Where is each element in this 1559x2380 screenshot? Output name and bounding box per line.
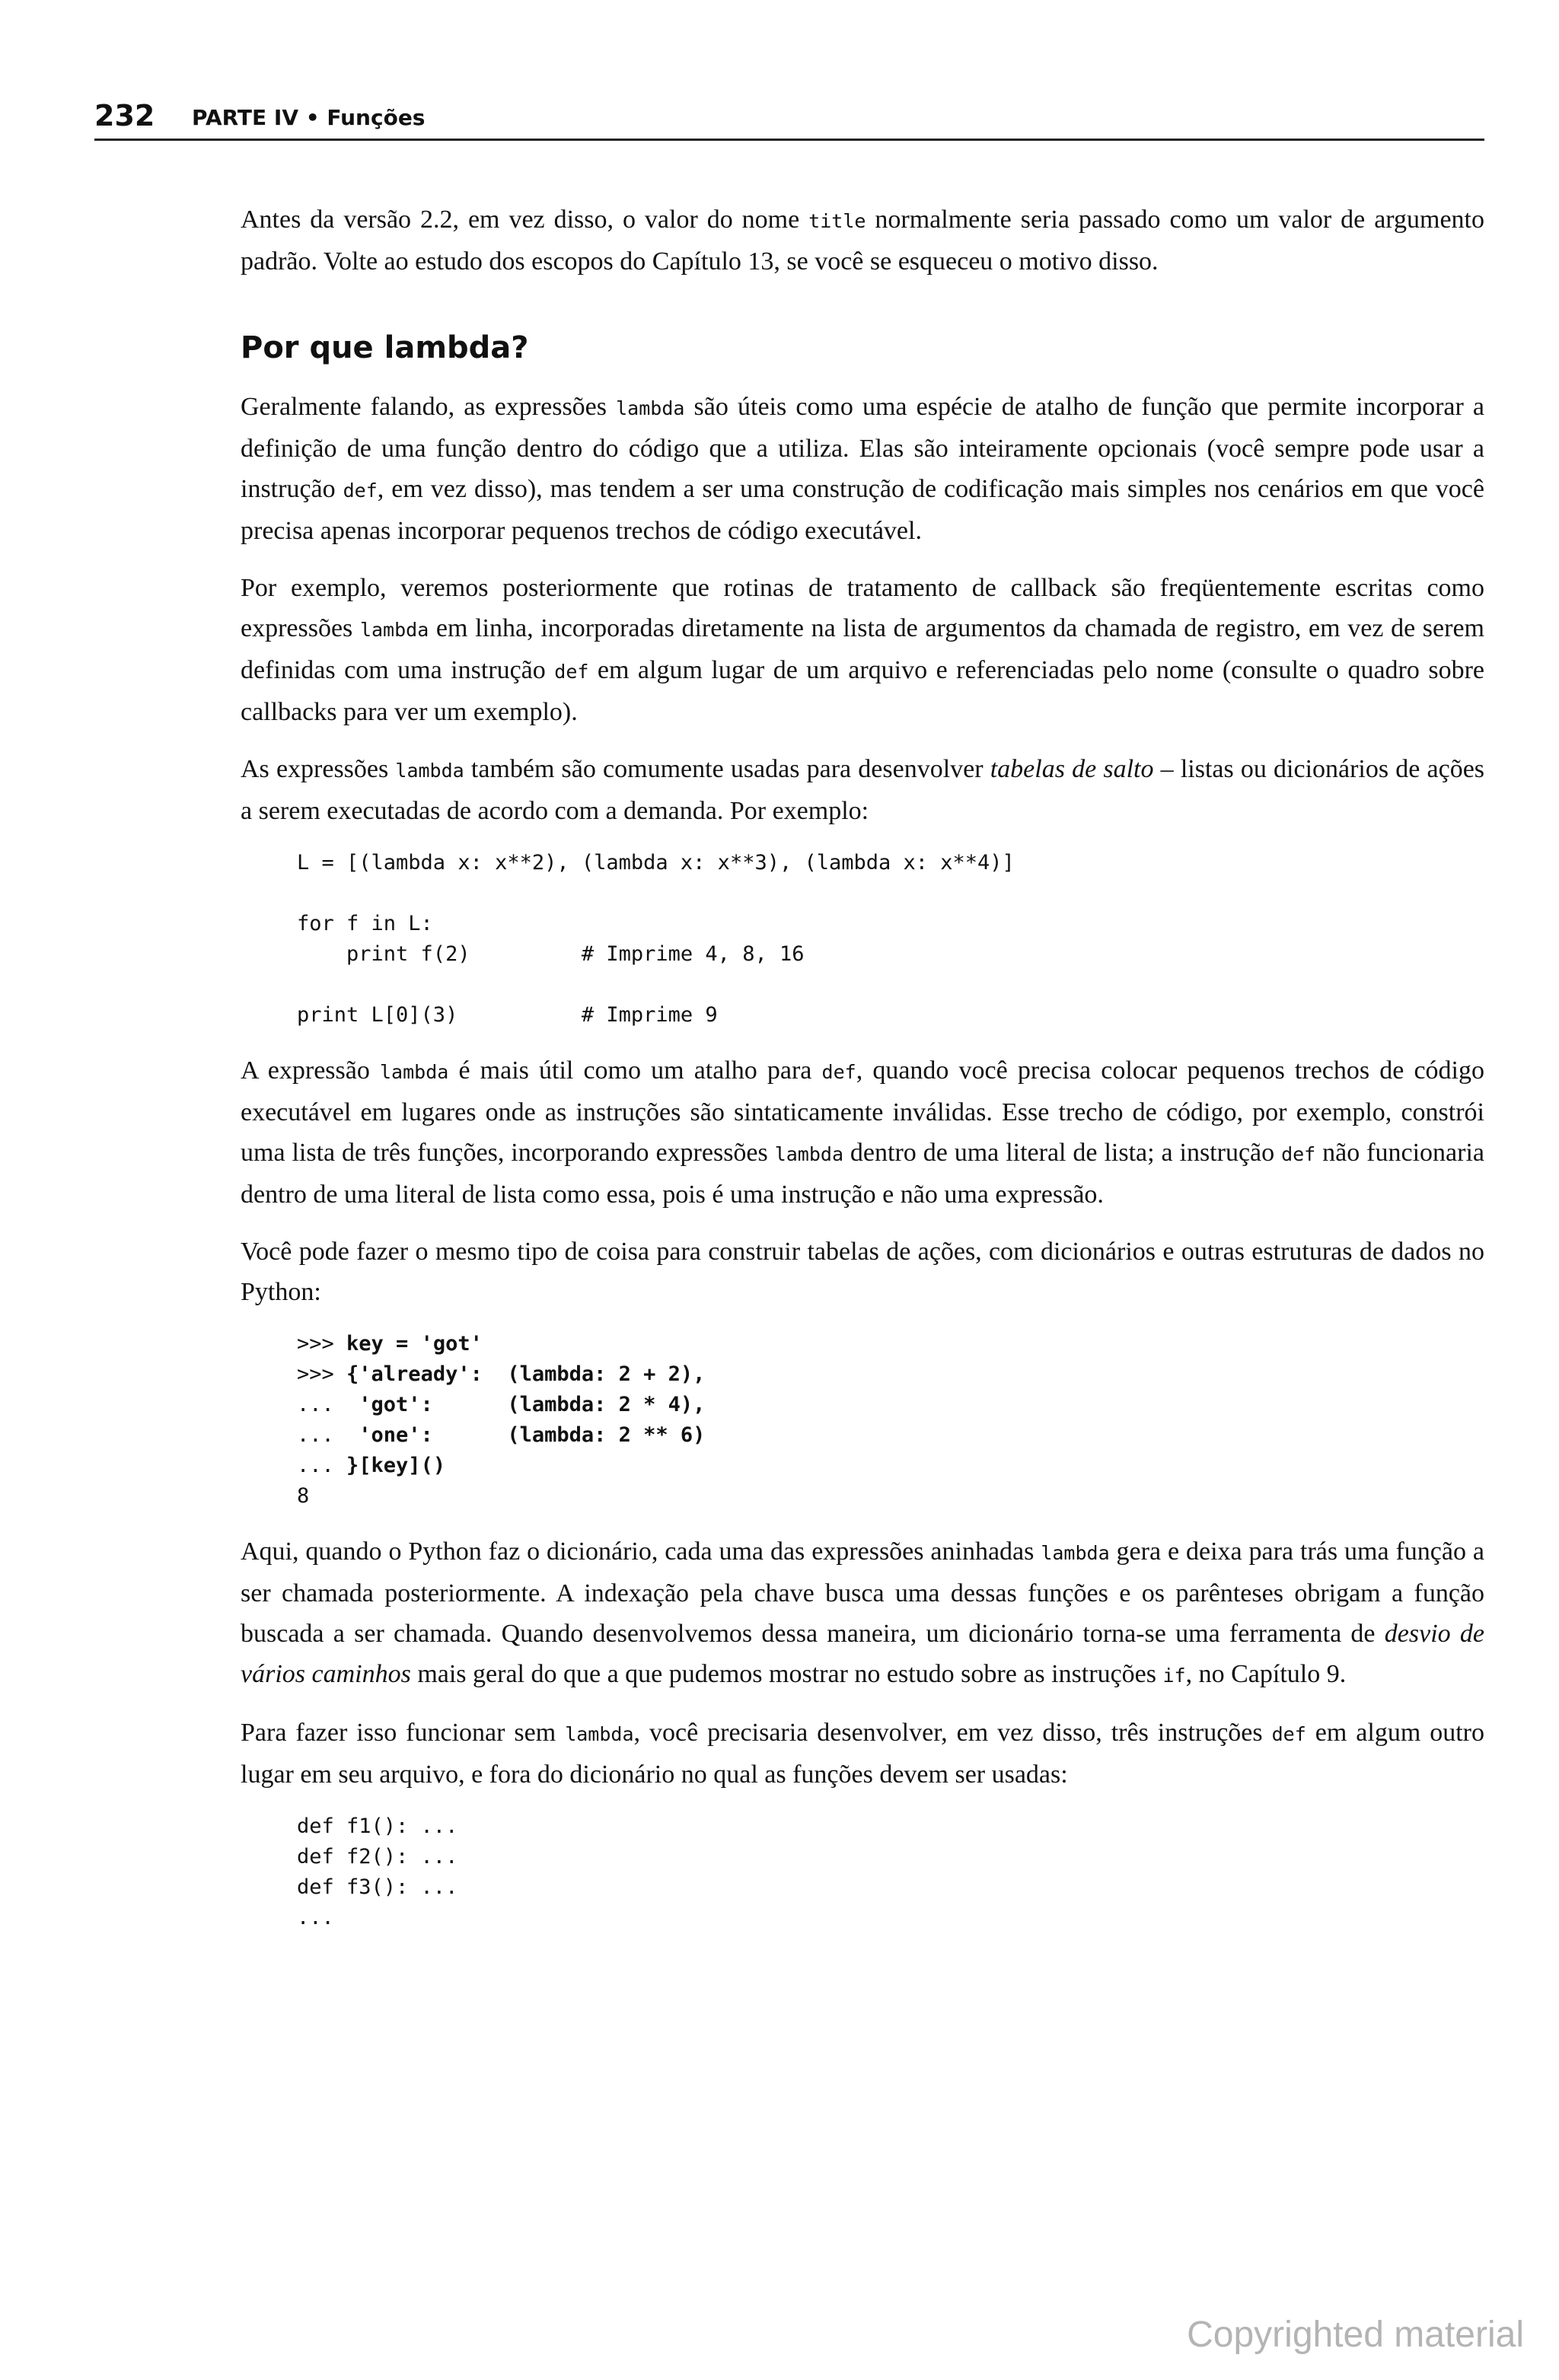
- page-number: 232: [94, 99, 155, 132]
- paragraph-title-note: Antes da versão 2.2, em vez disso, o valor do nome title normalmente seria passado como um valor de argumento padrão. Volte ao estudo dos escopos do Capítulo 13, se você se esqueceu o motivo disso.: [241, 206, 1484, 276]
- part-title: PARTE IV • Funções: [192, 105, 426, 130]
- code-block-defs: def f1(): ... def f2(): ... def f3(): ... ...: [297, 1814, 458, 1929]
- page-body: [241, 199, 1484, 1953]
- paragraph-lambda-intro: Geralmente falando, as expressões lambda são úteis como uma espécie de atalho de função que permite incorporar a definição de uma função dentro do código que a utiliza. Elas são inteiramente opcionais (você sempre pode usar a instrução def, em vez disso), mas tendem a ser uma construção de codificação mais simples nos cenários em que você precisa apenas incorporar pequenos trechos de código executável.: [241, 393, 1485, 545]
- paragraph-callbacks: Por exemplo, veremos posteriormente que rotinas de tratamento de callback são freqüentemente escritas como expressões lambda em linha, incorporadas diretamente na lista de argumentos da chamada de registro, em vez de serem definidas com uma instrução def em algum lugar de um arquivo e referenciadas pelo nome (consulte o quadro sobre callbacks para ver um exemplo).: [241, 574, 1484, 726]
- paragraph-without-lambda: Para fazer isso funcionar sem lambda, você precisaria desenvolver, em vez disso, três instruções def em algum outro lugar em seu arquivo, e fora do dicionário no qual as funções devem ser usadas:: [241, 1719, 1485, 1789]
- code-block-lambda-list: L = [(lambda x: x**2), (lambda x: x**3), (lambda x: x**4)] for f in L: print f(2) # Imprime 4, 8, 16 print L[0](3) # Imprime 9: [297, 851, 1015, 1027]
- code-block-dictionary: >>> key = 'got' >>> {'already': (lambda: 2 + 2), ... 'got': (lambda: 2 * 4), ... 'one': (lambda: 2 ** 6) ... }[key]() 8: [297, 1332, 706, 1508]
- paragraph-action-tables: Você pode fazer o mesmo tipo de coisa para construir tabelas de ações, com dicionários e outras estruturas de dados no Python:: [241, 1238, 1484, 1306]
- section-heading: Por que lambda?: [241, 330, 529, 365]
- paragraph-lambda-usefulness: A expressão lambda é mais útil como um atalho para def, quando você precisa colocar pequenos trechos de código executável em lugares onde as instruções são sintaticamente inválidas. Esse trecho de código, por exemplo, constrói uma lista de três funções, incorporando expressões lambda dentro de uma literal de lista; a instrução def não funcionaria dentro de uma literal de lista como essa, pois é uma instrução e não uma expressão.: [241, 1056, 1484, 1209]
- paragraph-jump-tables: As expressões lambda também são comumente usadas para desenvolver tabelas de salto – listas ou dicionários de ações a serem executadas de acordo com a demanda. Por exemplo:: [241, 755, 1485, 825]
- running-header: [94, 99, 1484, 141]
- copyright-watermark: Copyrighted material: [1187, 2315, 1524, 2355]
- paragraph-multiway-branch: Aqui, quando o Python faz o dicionário, cada uma das expressões aninhadas lambda gera e deixa para trás uma função a ser chamada posteriormente. A indexação pela chave busca uma dessas funções e os parênteses obrigam a função buscada a ser chamada. Quando desenvolvemos dessa maneira, um dicionário torna-se uma ferramenta de desvio de vários caminhos mais geral do que a que pudemos mostrar no estudo sobre as instruções if, no Capítulo 9.: [241, 1537, 1484, 1688]
